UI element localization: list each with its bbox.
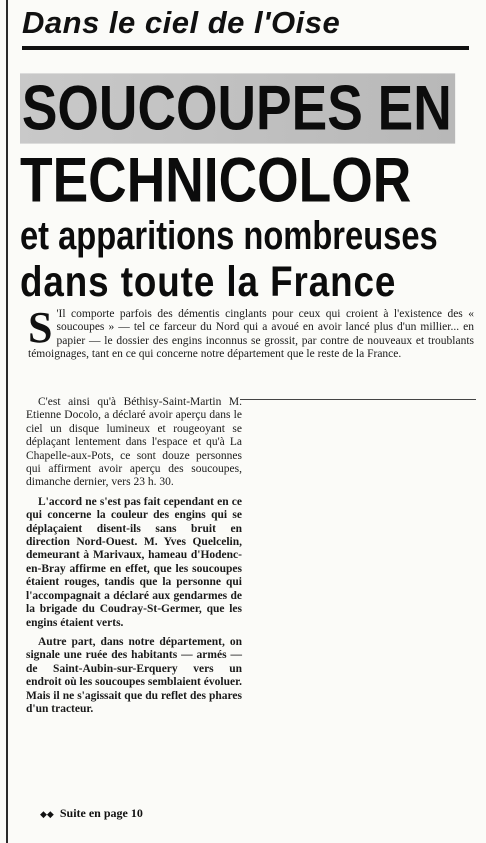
clipping-left-edge [6, 0, 8, 843]
headline-line-1-text: SOUCOUPES EN [20, 73, 455, 143]
headline-line-1 [20, 68, 452, 150]
continued-label: Suite en page 10 [59, 806, 143, 820]
subheadline-line-1: et apparitions nombreuses [20, 214, 438, 259]
intro-text: 'Il comporte parfois des démentis cinglants pour ceux qui croient à l'existence des « soucoupes » — tel ce farceur du Nord qui a avoué en avoir lancé plus d'un millier... en papier — le dossier des engins inconnus se grossit, par contre de nouveaux et troublants témoignages, tant en ce qui concerne notre département que le reste de la France. [28, 308, 474, 361]
paragraph-couleur: L'accord ne s'est pas fait cependant en ce qui concerne la couleur des engins qui se déplaçaient disent-ils sans bruit en direction Nord-Ouest. M. Yves Quelcelin, demeurant à Marivaux, hameau d'Hodenc-en-Bray affirme en effet, que les soucoupes étaient rouges, tandis que la personne qui l'accompagnait a déclaré aux gendarmes de la brigade du Coudray-St-Germer, que les engins étaient verts. [26, 495, 242, 629]
section-rubric: Dans le ciel de l'Oise [22, 5, 341, 40]
article-intro [28, 303, 474, 362]
double-diamond-icon: ◆◆ [40, 810, 54, 820]
drop-cap: S [28, 303, 53, 352]
paragraph-bethisy: C'est ainsi qu'à Béthisy-Saint-Martin M. Etienne Docolo, a déclaré avoir aperçu dans le ciel un disque lumineux et rougeoyant se déplaçant lentement dans l'espace et qu'à La Chapelle-aux-Pots, ce sont douze personnes qui affirment avoir aperçu des soucoupes, dimanche dernier, vers 23 h. 30. [26, 396, 242, 489]
subheadline-line-2: dans toute la France [20, 259, 397, 306]
paragraph-saint-aubin: Autre part, dans notre département, on signale une ruée des habitants — armés — de Saint-Aubin-sur-Erquery vers un endroit où les soucoupes semblaient évoluer. Mais il ne s'agissait que du reflet des phares d'un tracteur. [26, 635, 242, 715]
column-rule [240, 399, 476, 400]
article-column [26, 396, 242, 722]
continued-link[interactable] [40, 806, 143, 821]
headline-line-2: TECHNICOLOR [20, 145, 412, 216]
rubric-underline [22, 46, 469, 50]
